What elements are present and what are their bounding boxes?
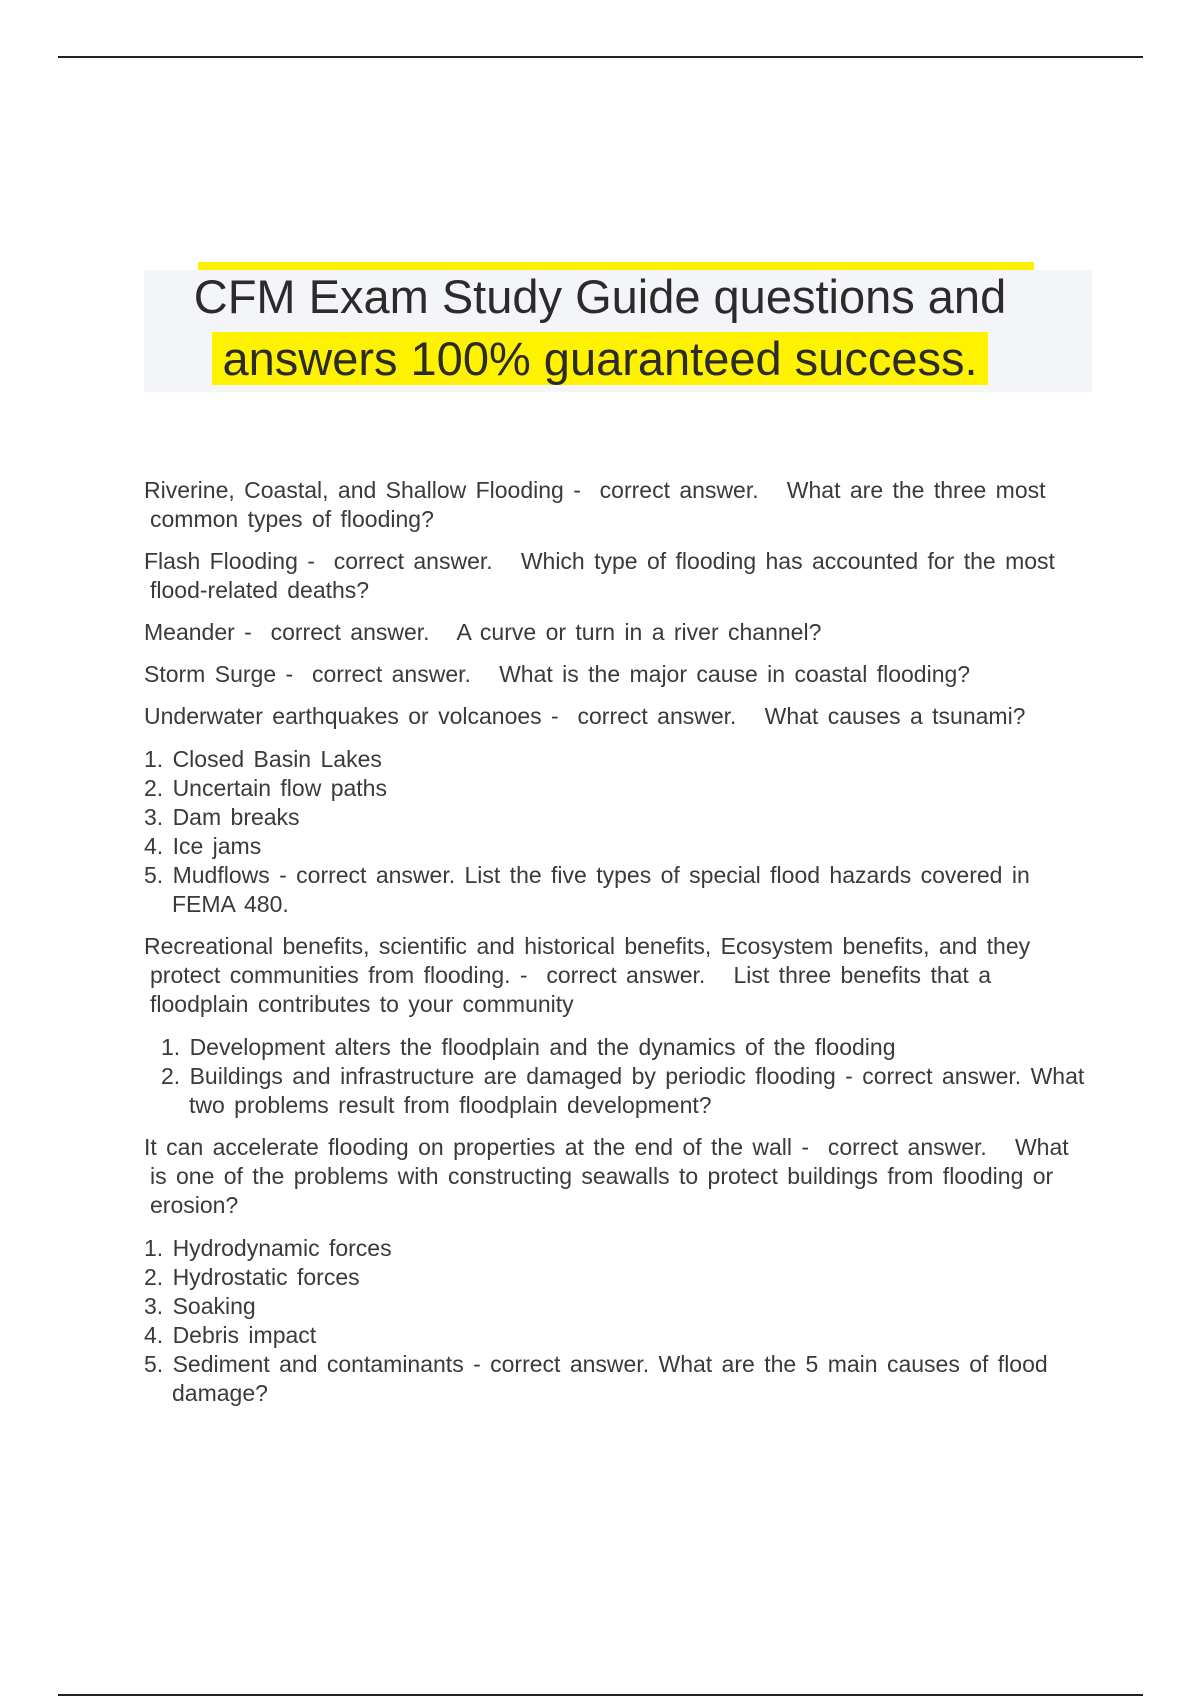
special-hazards-list: [144, 745, 1094, 919]
list-item-with-question: [144, 861, 1094, 919]
list-item: 4. Ice jams: [144, 833, 262, 859]
document-title-line-1: [0, 268, 1200, 326]
floodplain-problems-list: [144, 1033, 1094, 1120]
answer-text: Meander: [144, 619, 235, 645]
list-item-with-question: [144, 1062, 1094, 1120]
question-text: What is one of the problems with constructing seawalls to protect buildings from flooding or erosion?: [150, 1134, 1069, 1218]
document-title-line-2: [0, 330, 1200, 388]
answer-separator: - correct answer.: [541, 703, 765, 729]
answer-separator: - correct answer.: [297, 548, 521, 574]
answer-text: Recreational benefits, scientific and historical benefits, Ecosystem benefits, and they protect communities from flooding.: [144, 933, 1031, 988]
answer-separator: - correct answer.: [276, 661, 500, 687]
answer-separator: - correct answer.: [835, 1063, 1031, 1089]
question-text: What two problems result from floodplain development?: [189, 1063, 1085, 1118]
study-guide-content: [144, 476, 1094, 1421]
list-item: 4. Debris impact: [144, 1322, 317, 1348]
list-item: 3. Soaking: [144, 1293, 256, 1319]
answer-text: 5. Mudflows: [144, 862, 270, 888]
list-item-with-question: [144, 1350, 1094, 1408]
qa-entry: [144, 932, 1094, 1019]
answer-text: Storm Surge: [144, 661, 277, 687]
qa-entry: [144, 702, 1094, 731]
answer-separator: - correct answer.: [510, 962, 734, 988]
answer-text: Underwater earthquakes or volcanoes: [144, 703, 542, 729]
answer-separator: - correct answer.: [269, 862, 465, 888]
list-item: 2. Hydrostatic forces: [144, 1264, 360, 1290]
answer-text: 5. Sediment and contaminants: [144, 1351, 464, 1377]
qa-entry: [144, 660, 1094, 689]
answer-text: Flash Flooding: [144, 548, 298, 574]
question-text: What is the major cause in coastal flooding?: [499, 661, 971, 687]
answer-text: Riverine, Coastal, and Shallow Flooding: [144, 477, 564, 503]
qa-entry: [144, 476, 1094, 534]
list-item: 1. Hydrodynamic forces: [144, 1235, 392, 1261]
answer-separator: - correct answer.: [463, 1351, 659, 1377]
question-text: List the five types of special flood hazards covered in FEMA 480.: [172, 862, 1030, 917]
answer-separator: - correct answer.: [563, 477, 787, 503]
qa-entry: [144, 618, 1094, 647]
list-item: 1. Development alters the floodplain and the dynamics of the flooding: [161, 1034, 896, 1060]
question-text: List three benefits that a floodplain contributes to your community: [150, 962, 991, 1017]
qa-entry: [144, 547, 1094, 605]
title-text-2: answers 100% guaranteed success.: [212, 332, 987, 385]
answer-separator: - correct answer.: [234, 619, 457, 645]
question-text: What causes a tsunami?: [764, 703, 1026, 729]
flood-damage-causes-list: [144, 1234, 1094, 1408]
list-item: 2. Uncertain flow paths: [144, 775, 387, 801]
question-text: Which type of flooding has accounted for the most flood-related deaths?: [150, 548, 1055, 603]
answer-separator: - correct answer.: [792, 1134, 1015, 1160]
answer-text: It can accelerate flooding on properties at the end of the wall: [144, 1134, 793, 1160]
question-text: What are the three most common types of flooding?: [150, 477, 1046, 532]
question-text: What are the 5 main causes of flood damage?: [172, 1351, 1048, 1406]
list-item: 1. Closed Basin Lakes: [144, 746, 382, 772]
bottom-rule: [58, 1694, 1143, 1696]
answer-text: 2. Buildings and infrastructure are damaged by periodic flooding: [161, 1063, 836, 1089]
qa-entry: [144, 1133, 1094, 1220]
list-item: 3. Dam breaks: [144, 804, 300, 830]
question-text: A curve or turn in a river channel?: [456, 619, 822, 645]
title-text-1: CFM Exam Study Guide questions and: [193, 270, 1007, 323]
top-rule: [58, 56, 1143, 58]
